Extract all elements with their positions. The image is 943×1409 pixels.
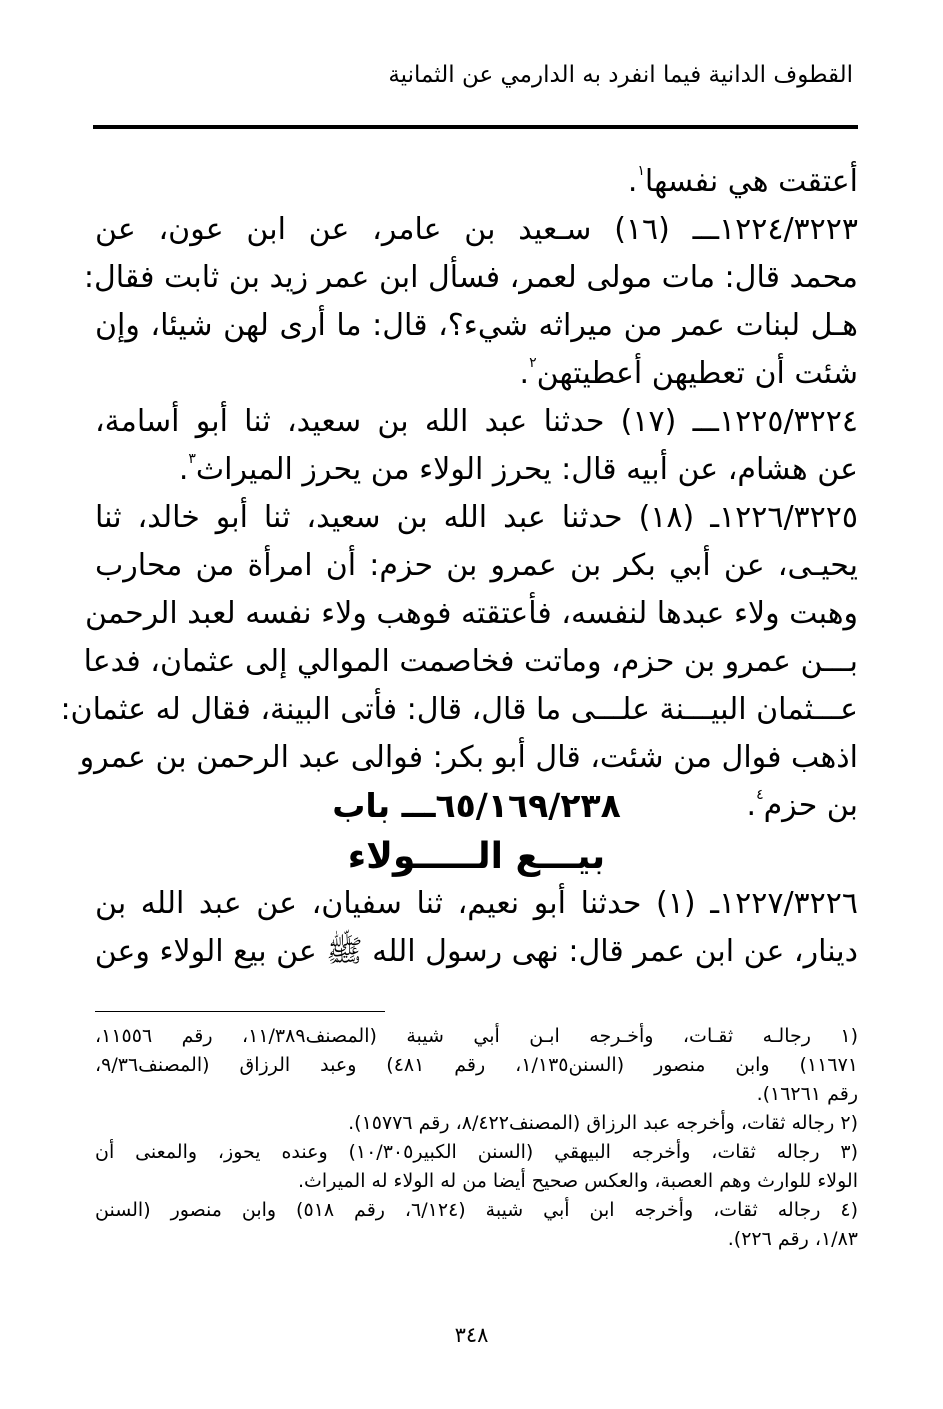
text-line: محمد قال: مات مولى لعمر، فسأل ابن عمر زيد بن ثابت فقال: (83, 260, 858, 295)
text-line: وهبت ولاء عبدها لنفسه، فأعتقته فوهب ولاء نفسه لعبد الرحمن (84, 596, 858, 631)
text-line: أعتقت هي نفسها$^١$. (627, 163, 858, 199)
text-line: يحيـى، عن أبي بكر بن عمرو بن حزم: أن امرأة من محارب (95, 548, 858, 583)
footnote-line: ١/٨٣، رقم ٢٢٦). (727, 1228, 858, 1250)
text-line: ١٢٢٧/٣٢٢٦ـ (١) حدثنا أبو نعيم، ثنا سفيان، عن عبد الله بن (95, 886, 859, 921)
footnote-line: رقم ١٦٢٦١). (756, 1083, 858, 1105)
text-line: ١٢٢٤/٣٢٢٣ـــ (١٦) سـعيد بن عامر، عن ابن عون، عن (95, 212, 859, 247)
text-line: هـل لبنات عمر من ميراثه شيء؟، قال: ما أرى لهن شيئا، وإن (95, 308, 858, 343)
page-number: ٣٤٨ (454, 1323, 489, 1347)
text-line: عن هشام، عن أبيه قال: يحرز الولاء من يحرز الميراث$^٣$. (178, 451, 858, 487)
footnote-marker: ٤ (756, 787, 764, 803)
footnote-marker: ٣ (188, 451, 196, 467)
text-line: ١٢٢٥/٣٢٢٤ـــ (١٧) حدثنا عبد الله بن سعيد، ثنا أبو أسامة، (95, 404, 858, 439)
footnote-divider (95, 1011, 385, 1012)
text-line: اذهب فوال من شئت، قال أبو بكر: فوالى عبد الرحمن بن عمرو (79, 740, 858, 775)
header-divider (93, 125, 858, 129)
footnote-line: (٢ رجاله ثقات، وأخرجه عبد الرزاق (المصنف٨/٤٢٢، رقم ١٥٧٧٦). (348, 1112, 858, 1134)
footnote-line: (٣ رجاله ثقات، وأخرجه البيهقي (السنن الكبير١٠/٣٠٥) وعنده يحوز، والمعنى أن (95, 1141, 858, 1163)
footnote-line: الولاء للوارث وهم العصبة، والعكس صحيح أيضا من له الولاء له الميراث. (298, 1170, 858, 1192)
footnotes (95, 1022, 858, 1254)
footnote-line: (١ رجالـه ثقـات، وأخـرجه ابـن أبي شيبة (المصنف١١/٣٨٩، رقم ١١٥٥٦، (95, 1025, 858, 1047)
text-line: دينار، عن ابن عمر قال: نهى رسول الله ﷺ عن بيع الولاء وعن (94, 934, 858, 969)
running-header: القطوف الدانية فيما انفرد به الدارمي عن الثمانية (388, 62, 853, 88)
chapter-number: ٦٥/١٦٩/٢٣٨ـــ باب (332, 786, 621, 825)
main-text (60, 158, 859, 830)
main-text-continued (95, 880, 858, 976)
footnote-marker: ٢ (529, 355, 537, 371)
text-line: بـــن عمرو بن حزم، وماتت فخاصمت الموالي إلى عثمان، فدعا (83, 644, 858, 679)
text-line: ١٢٢٦/٣٢٢٥ـ (١٨) حدثنا عبد الله بن سعيد، ثنا أبو خالد، ثنا (95, 500, 859, 535)
footnote-marker: ١ (637, 163, 645, 179)
text-line: عـــثمان البيـــنة علـــى ما قال، قال: فأتى البينة، فقال له عثمان: (60, 692, 858, 727)
chapter-title: بيـــع الـــــولاء (347, 836, 606, 877)
footnote-line: ١١٦٧١) وابن منصور (السنن١/١٣٥، رقم ٤٨١) وعبد الرزاق (المصنف٩/٣٦، (95, 1054, 858, 1076)
text-line: شئت أن تعطيهن أعطيتهن$^٢$. (519, 355, 858, 391)
footnote-line: (٤ رجاله ثقات، وأخرجه ابن أبي شيبة (٦/١٢٤، رقم ٥١٨) وابن منصور (السنن (95, 1199, 858, 1221)
text-line: بن حزم$^٤$. (746, 787, 858, 823)
